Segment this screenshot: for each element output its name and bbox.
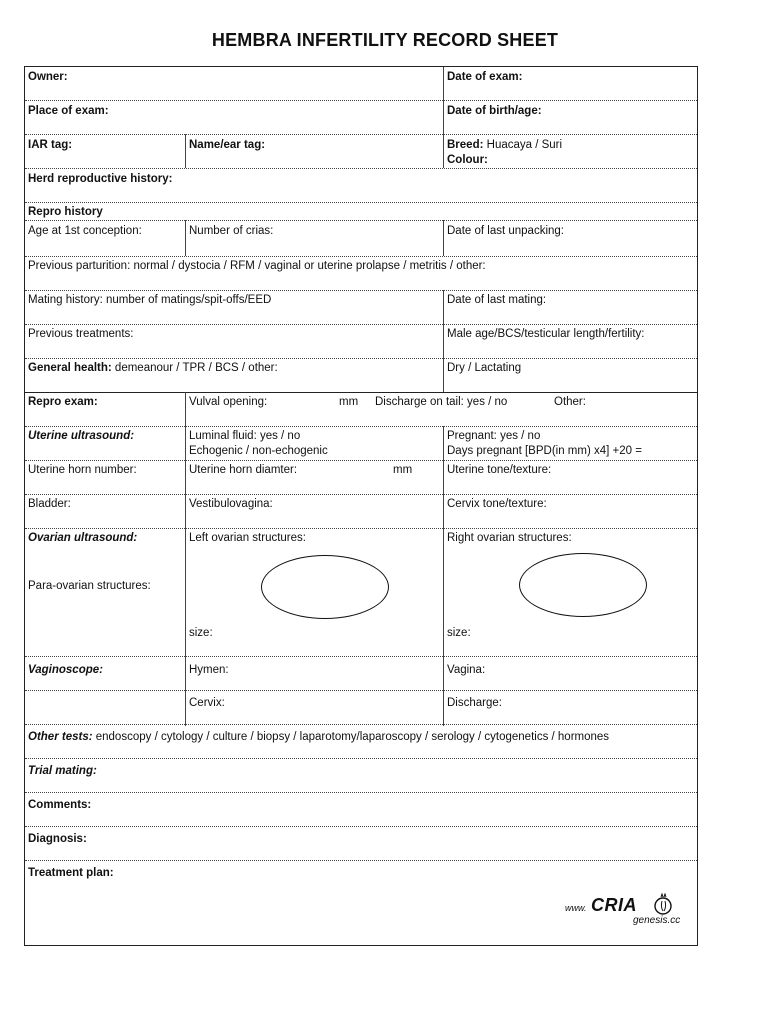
colour-field[interactable]: Colour: [447,154,488,166]
other-tests-field[interactable]: Other tests: endoscopy / cytology / culture / biopsy / laparotomy/laparoscopy / serology / cytogenetics / hormones [28,731,610,743]
treatment-plan-field[interactable]: Treatment plan: [28,867,114,879]
ovarian-ultrasound-label: Ovarian ultrasound: [28,532,138,544]
last-mating-field[interactable]: Date of last mating: [447,294,547,306]
male-age-field[interactable]: Male age/BCS/testicular length/fertility: [447,328,645,340]
llama-emblem-icon [653,893,673,917]
previous-parturition-field[interactable]: Previous parturition: normal / dystocia / RFM / vaginal or uterine prolapse / metritis / other: [28,260,486,272]
repro-exam-label: Repro exam: [28,396,98,408]
discharge-tail-field[interactable]: Discharge on tail: yes / no [375,396,508,408]
vagina-field[interactable]: Vagina: [447,664,486,676]
row-divider [25,792,697,793]
right-size-field[interactable]: size: [447,627,471,639]
pregnant-field[interactable]: Pregnant: yes / no [447,430,541,442]
vaginoscope-label: Vaginoscope: [28,664,103,676]
left-ovary-outline [261,555,389,619]
right-ovary-outline [519,553,647,617]
row-divider [25,134,697,135]
page-title: HEMBRA INFERTILITY RECORD SHEET [211,30,559,50]
hymen-field[interactable]: Hymen: [189,664,229,676]
logo-genesis-text: genesis.cc [633,915,681,926]
general-health-field[interactable]: General health: demeanour / TPR / BCS / other: [28,362,278,374]
row-divider [25,220,697,221]
echogenic-field[interactable]: Echogenic / non-echogenic [189,445,328,457]
vestibulovagina-field[interactable]: Vestibulovagina: [189,498,273,510]
cria-genesis-logo [565,893,695,933]
row-divider [25,100,697,101]
horn-diameter-field[interactable]: Uterine horn diamter: [189,464,298,476]
cervix-tone-field[interactable]: Cervix tone/texture: [447,498,547,510]
breed-field[interactable]: Breed: Huacaya / Suri [447,139,563,151]
logo-cria-text: CRIA [591,895,637,915]
row-divider [25,202,697,203]
last-unpacking-field[interactable]: Date of last unpacking: [447,225,564,237]
bladder-field[interactable]: Bladder: [28,498,71,510]
cervix-field[interactable]: Cervix: [189,697,225,709]
horn-number-field[interactable]: Uterine horn number: [28,464,137,476]
trial-mating-field[interactable]: Trial mating: [28,765,97,777]
left-size-field[interactable]: size: [189,627,213,639]
vulval-mm-unit: mm [339,396,359,408]
discharge-field[interactable]: Discharge: [447,697,502,709]
logo-www-text: www. [565,903,587,913]
horn-tone-field[interactable]: Uterine tone/texture: [447,464,552,476]
comments-field[interactable]: Comments: [28,799,92,811]
row-divider [25,860,697,861]
row-divider [25,690,697,691]
iar-tag-field[interactable]: IAR tag: [28,139,73,151]
name-ear-tag-field[interactable]: Name/ear tag: [189,139,266,151]
diagnosis-field[interactable]: Diagnosis: [28,833,87,845]
vulval-opening-field[interactable]: Vulval opening: [189,396,268,408]
previous-treatments-field[interactable]: Previous treatments: [28,328,134,340]
age-conception-field[interactable]: Age at 1st conception: [28,225,142,237]
date-of-exam-field[interactable]: Date of exam: [447,71,523,83]
other-field[interactable]: Other: [554,396,586,408]
num-crias-field[interactable]: Number of crias: [189,225,274,237]
left-ovarian-field[interactable]: Left ovarian structures: [189,532,306,544]
days-pregnant-field[interactable]: Days pregnant [BPD(in mm) x4] +20 = [447,445,642,457]
right-ovarian-field[interactable]: Right ovarian structures: [447,532,572,544]
row-divider [25,494,697,495]
place-of-exam-field[interactable]: Place of exam: [28,105,109,117]
row-divider [25,758,697,759]
record-sheet [24,66,698,946]
row-divider [25,826,697,827]
date-of-birth-field[interactable]: Date of birth/age: [447,105,542,117]
row-divider [25,656,697,657]
luminal-fluid-field[interactable]: Luminal fluid: yes / no [189,430,301,442]
dry-lactating-field[interactable]: Dry / Lactating [447,362,522,374]
row-divider [25,168,697,169]
uterine-ultrasound-label: Uterine ultrasound: [28,430,135,442]
horn-mm-unit: mm [393,464,413,476]
row-divider [25,724,697,725]
mating-history-field[interactable]: Mating history: number of matings/spit-offs/EED [28,294,272,306]
repro-history-heading: Repro history [28,206,103,218]
para-ovarian-field[interactable]: Para-ovarian structures: [28,580,151,592]
herd-history-field[interactable]: Herd reproductive history: [28,173,173,185]
owner-field[interactable]: Owner: [28,71,68,83]
